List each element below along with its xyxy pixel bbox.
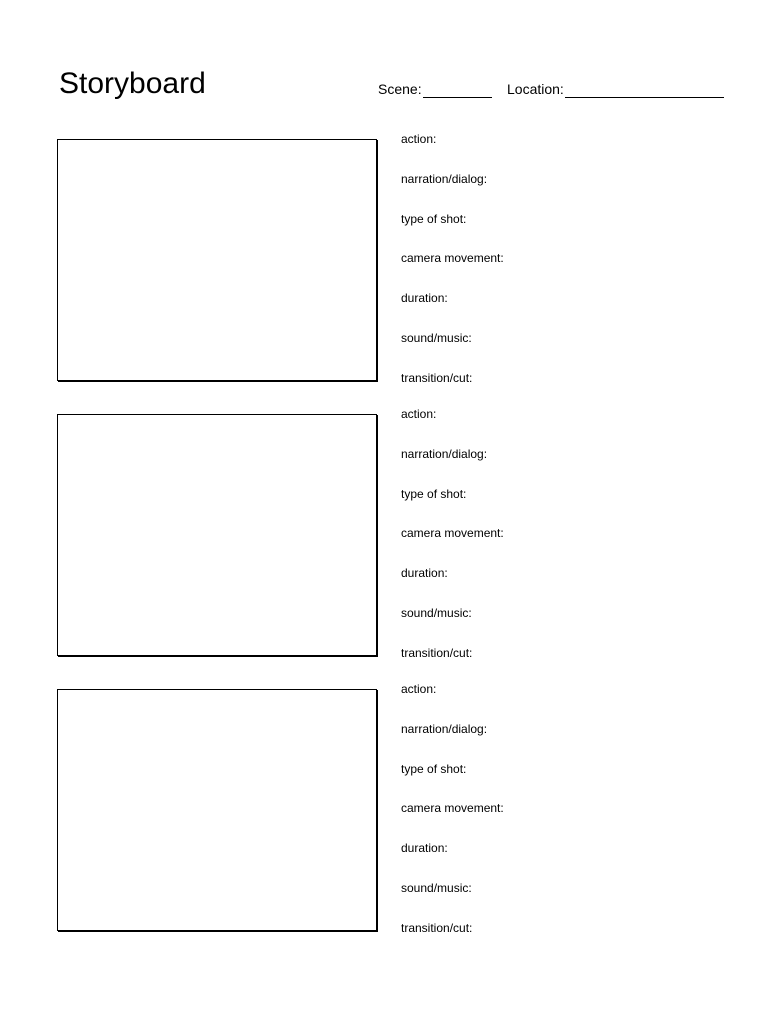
field-action: action:	[401, 682, 437, 696]
field-transition-cut: transition/cut:	[401, 370, 473, 385]
field-narration-dialog: narration/dialog:	[401, 171, 488, 186]
scene-blank-line[interactable]	[423, 83, 492, 98]
scene-label: Scene:	[378, 81, 422, 97]
panel-1-fields	[401, 131, 721, 410]
field-action: action:	[401, 132, 437, 146]
field-sound-music: sound/music:	[401, 880, 472, 895]
field-transition-cut: transition/cut:	[401, 920, 473, 935]
location-field	[507, 78, 724, 98]
field-type-of-shot: type of shot:	[401, 211, 467, 226]
field-narration-dialog: narration/dialog:	[401, 446, 488, 461]
field-duration: duration:	[401, 566, 448, 581]
scene-field	[378, 78, 492, 98]
field-action: action:	[401, 407, 437, 421]
storyboard-frame-1	[57, 139, 377, 381]
field-type-of-shot: type of shot:	[401, 761, 467, 776]
panel-2-fields	[401, 406, 721, 685]
field-camera-movement: camera movement:	[401, 801, 504, 816]
field-duration: duration:	[401, 841, 448, 856]
field-transition-cut: transition/cut:	[401, 645, 473, 660]
field-narration-dialog: narration/dialog:	[401, 721, 488, 736]
field-sound-music: sound/music:	[401, 330, 472, 345]
panel-3-fields	[401, 681, 721, 960]
page-title: Storyboard	[59, 67, 206, 100]
field-sound-music: sound/music:	[401, 605, 472, 620]
location-blank-line[interactable]	[565, 83, 724, 98]
field-camera-movement: camera movement:	[401, 526, 504, 541]
storyboard-frame-3	[57, 689, 377, 931]
storyboard-frame-2	[57, 414, 377, 656]
field-type-of-shot: type of shot:	[401, 486, 467, 501]
field-duration: duration:	[401, 291, 448, 306]
field-camera-movement: camera movement:	[401, 251, 504, 266]
location-label: Location:	[507, 81, 564, 97]
